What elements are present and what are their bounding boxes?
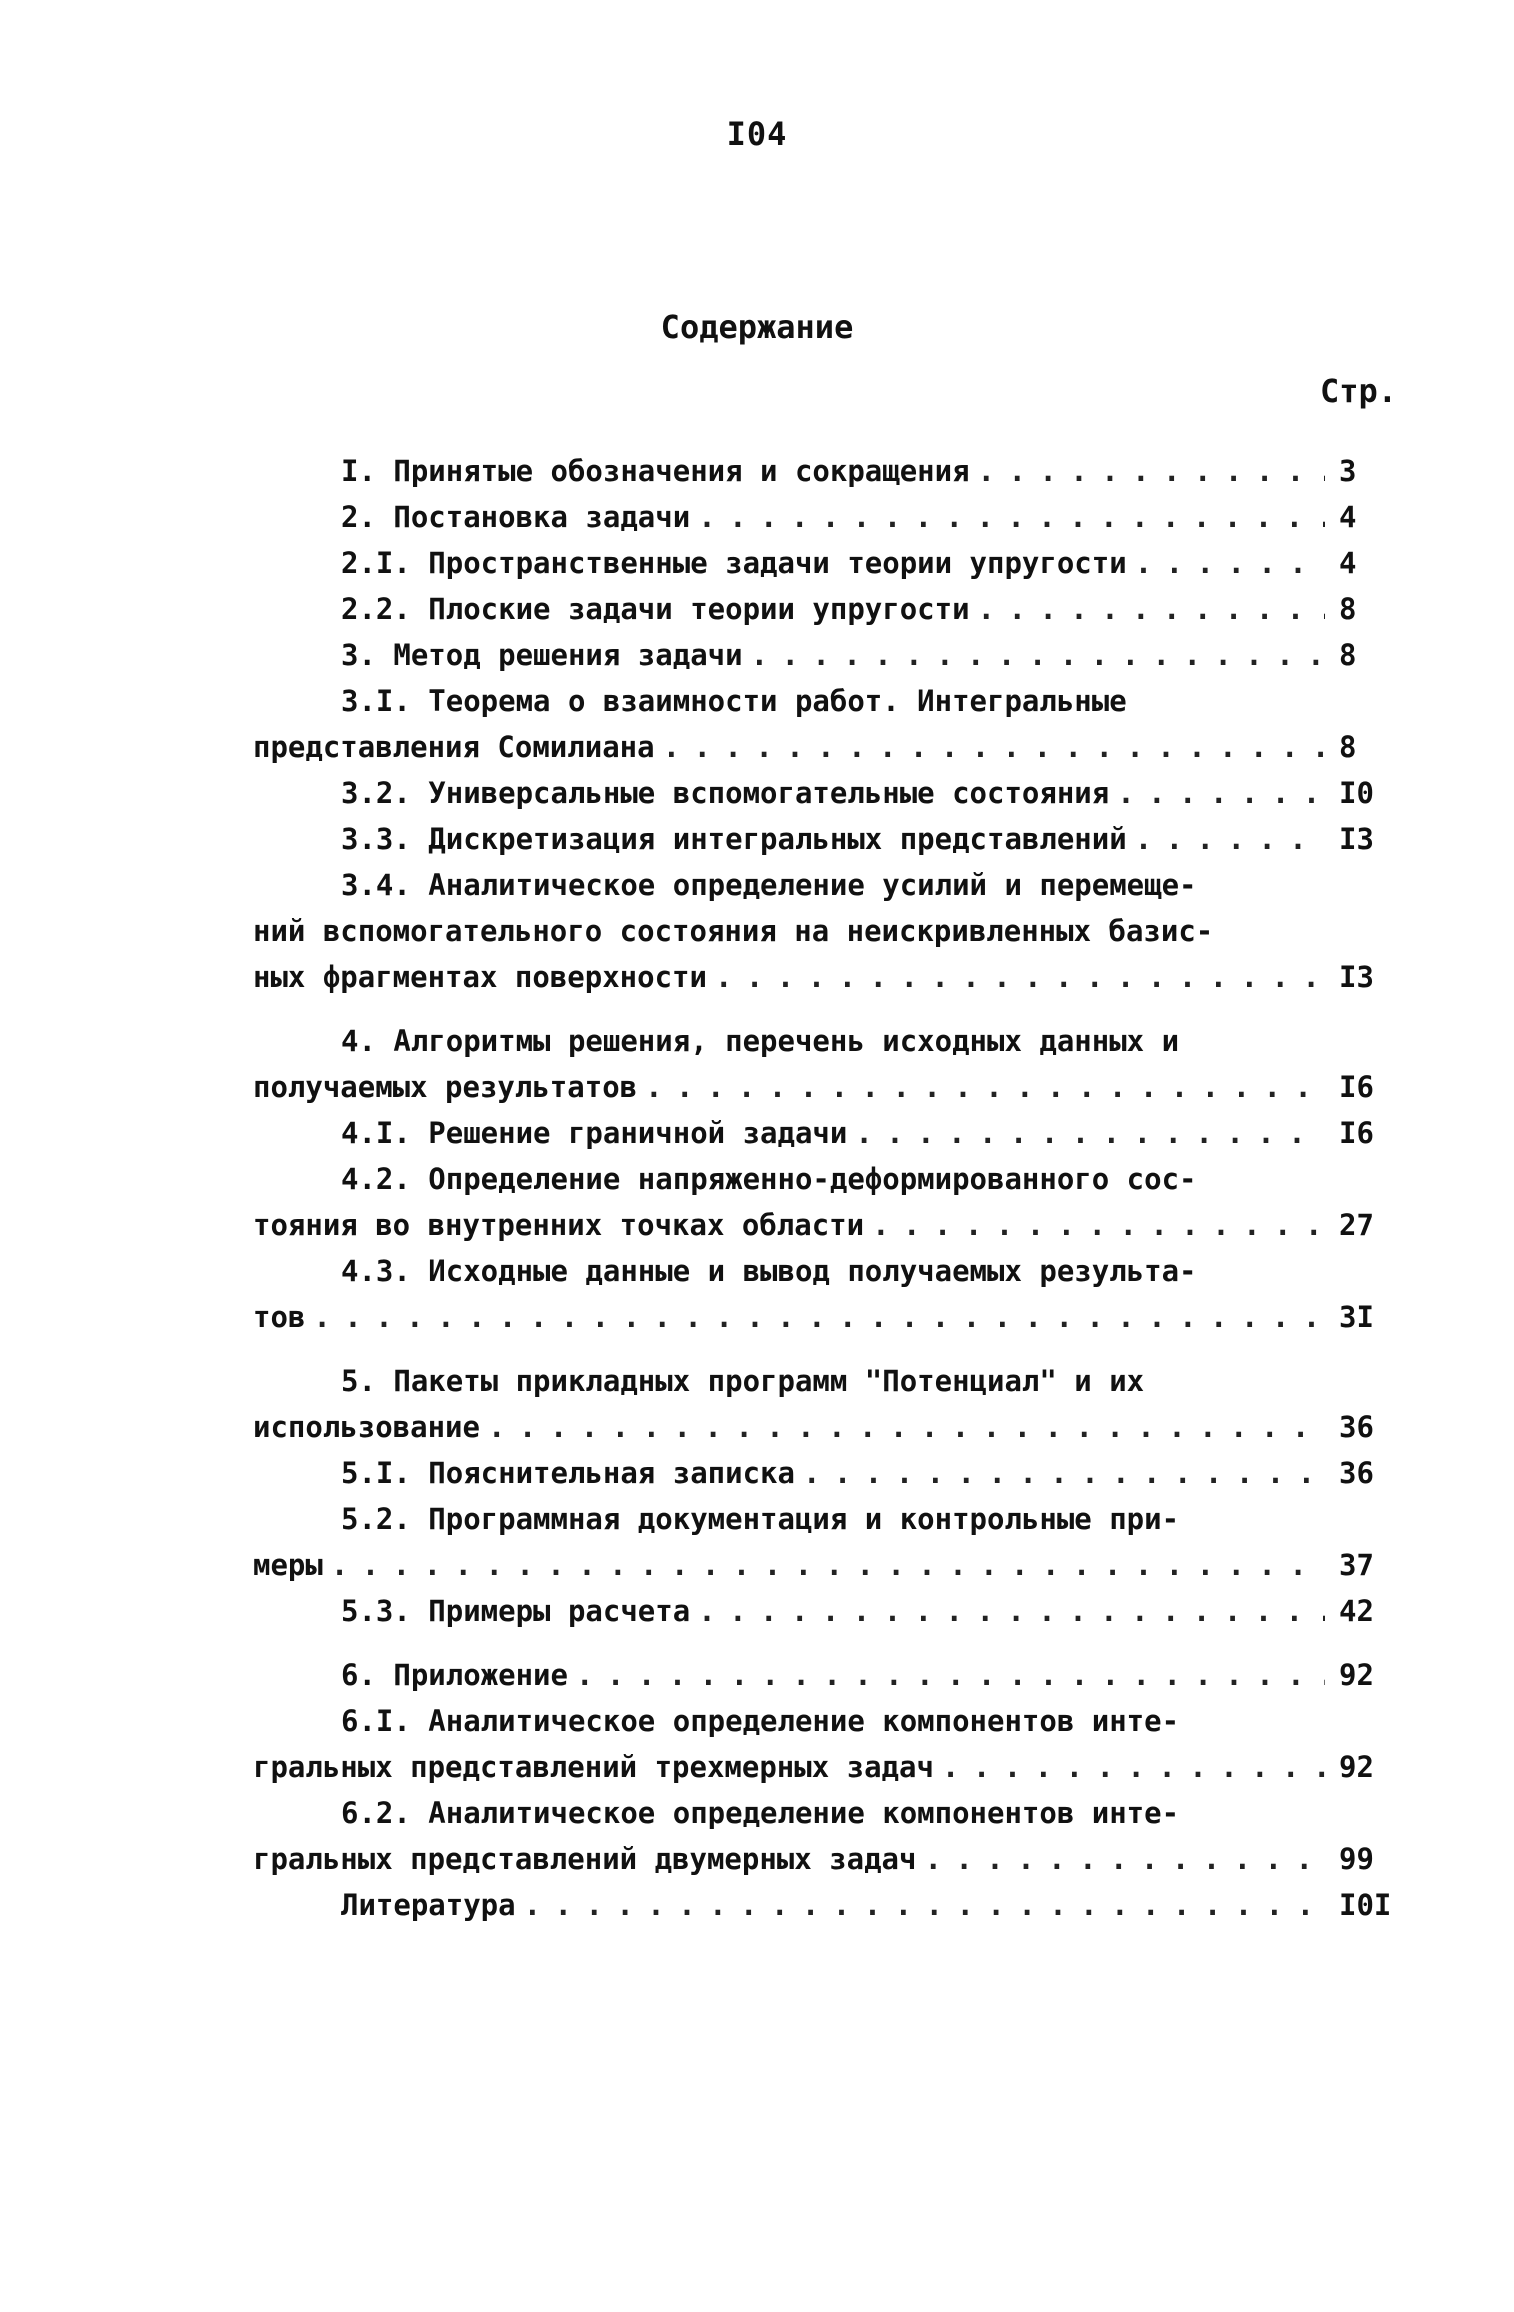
toc-entry-text: 4.3. Исходные данные и вывод получаемых результа- [341,1254,1197,1288]
toc-entry-page: 92 [1339,1750,1374,1784]
toc-entry-page: 37 [1339,1548,1374,1582]
toc-entry-text: 2. Постановка задачи [341,500,691,534]
leader-dots [698,1588,1325,1634]
toc-entry [253,816,1403,862]
toc-entry [253,1698,1403,1744]
leader-dots [978,586,1325,632]
leader-dots [751,632,1325,678]
toc-entry-text: 6.2. Аналитическое определение компонентов инте- [341,1796,1180,1830]
toc-entry-continuation [253,1542,1403,1588]
leader-dots [576,1652,1325,1698]
toc-entry-page: 99 [1339,1842,1374,1876]
toc-entry [253,1018,1403,1064]
toc-entry [253,586,1403,632]
leader-dots [698,494,1325,540]
leader-dots [803,1450,1325,1496]
toc-entry-page: 92 [1339,1658,1374,1692]
toc-entry-page: 4 [1339,500,1357,534]
toc-entry [253,1882,1403,1928]
toc-entry [253,1588,1403,1634]
leader-dots [313,1294,1325,1340]
toc-entry-text: 3.3. Дискретизация интегральных представлений [341,822,1127,856]
toc-list [253,448,1403,1928]
leader-dots [488,1404,1325,1450]
toc-entry-continuation [253,954,1403,1000]
toc-entry-continuation [253,1836,1403,1882]
toc-entry-text: 4. Алгоритмы решения, перечень исходных данных и [341,1024,1180,1058]
toc-entry [253,1156,1403,1202]
toc-entry-page: 4 [1339,546,1357,580]
toc-entry [253,770,1403,816]
toc-entry-page: I3 [1339,960,1374,994]
toc-entry-text: 6.I. Аналитическое определение компонентов инте- [341,1704,1180,1738]
toc-entry-text: тов [253,1300,306,1334]
leader-dots [855,1110,1325,1156]
toc-entry-text: гральных представлений двумерных задач [253,1842,917,1876]
toc-entry-text: 4.I. Решение граничной задачи [341,1116,848,1150]
toc-entry-page: I3 [1339,822,1374,856]
toc-entry [253,1358,1403,1404]
toc-entry-page: 27 [1339,1208,1374,1242]
leader-dots [872,1202,1325,1248]
toc-entry-page: 3I [1339,1300,1374,1334]
toc-entry-text: использование [253,1410,480,1444]
toc-entry [253,1496,1403,1542]
toc-entry-continuation [253,908,1403,954]
toc-entry-continuation [253,1064,1403,1110]
toc-entry [253,1110,1403,1156]
toc-entry-continuation [253,1202,1403,1248]
toc-entry-text: 3. Метод решения задачи [341,638,743,672]
toc-entry-continuation [253,1404,1403,1450]
toc-entry [253,1450,1403,1496]
toc-entry-page: 8 [1339,730,1357,764]
toc-entry-text: ных фрагментах поверхности [253,960,707,994]
toc-entry-text: 3.2. Универсальные вспомогательные состояния [341,776,1110,810]
toc-entry-text: 3.4. Аналитическое определение усилий и перемеще- [341,868,1197,902]
leader-dots [924,1836,1325,1882]
leader-dots [942,1744,1325,1790]
leader-dots [524,1882,1325,1928]
toc-entry-text: 3.I. Теорема о взаимности работ. Интегральные [341,684,1127,718]
leader-dots [715,954,1325,1000]
toc-entry-continuation [253,1294,1403,1340]
toc-entry-page: 8 [1339,638,1357,672]
toc-entry-page: I0I [1339,1888,1392,1922]
toc-entry-text: тояния во внутренних точках области [253,1208,865,1242]
toc-entry [253,1248,1403,1294]
toc-entry [253,448,1403,494]
toc-entry-text: 5.3. Примеры расчета [341,1594,691,1628]
toc-entry-page: 36 [1339,1410,1374,1444]
toc-entry-page: 36 [1339,1456,1374,1490]
toc-entry-text: 6. Приложение [341,1658,568,1692]
toc-entry-text: представления Сомилиана [253,730,655,764]
toc-entry [253,862,1403,908]
toc-entry-page: I6 [1339,1116,1374,1150]
toc-entry-text: меры [253,1548,323,1582]
toc-entry [253,1652,1403,1698]
toc-entry-text: 5.2. Программная документация и контрольные при- [341,1502,1180,1536]
toc-entry-text: Литература [341,1888,516,1922]
toc-entry-text: 2.I. Пространственные задачи теории упругости [341,546,1127,580]
toc-entry-page: I0 [1339,776,1374,810]
leader-dots [1135,540,1325,586]
toc-entry-page: 8 [1339,592,1357,626]
leader-dots [1135,816,1325,862]
toc-entry [253,632,1403,678]
toc-entry-text: I. Принятые обозначения и сокращения [341,454,970,488]
leader-dots [978,448,1325,494]
toc-entry-text: ний вспомогательного состояния на неискривленных базис- [253,914,1214,948]
toc-entry-continuation [253,1744,1403,1790]
toc-entry [253,540,1403,586]
toc-entry-text: 4.2. Определение напряженно-деформированного сос- [341,1162,1197,1196]
page-number: I04 [726,115,788,153]
toc-entry-page: 42 [1339,1594,1374,1628]
toc-entry-text: 5.I. Пояснительная записка [341,1456,795,1490]
toc-entry [253,678,1403,724]
toc-entry-page: 3 [1339,454,1357,488]
toc-entry-text: получаемых результатов [253,1070,638,1104]
toc-entry-text: 5. Пакеты прикладных программ "Потенциал" и их [341,1364,1145,1398]
toc-entry [253,494,1403,540]
toc-entry-text: гральных представлений трехмерных задач [253,1750,934,1784]
toc-entry-text: 2.2. Плоские задачи теории упругости [341,592,970,626]
leader-dots [331,1542,1325,1588]
page-column-header: Стр. [1320,372,1398,410]
toc-entry-continuation [253,724,1403,770]
leader-dots [1117,770,1325,816]
leader-dots [645,1064,1325,1110]
toc-title: Содержание [660,308,854,346]
toc-entry-page: I6 [1339,1070,1374,1104]
toc-entry [253,1790,1403,1836]
leader-dots [663,724,1325,770]
